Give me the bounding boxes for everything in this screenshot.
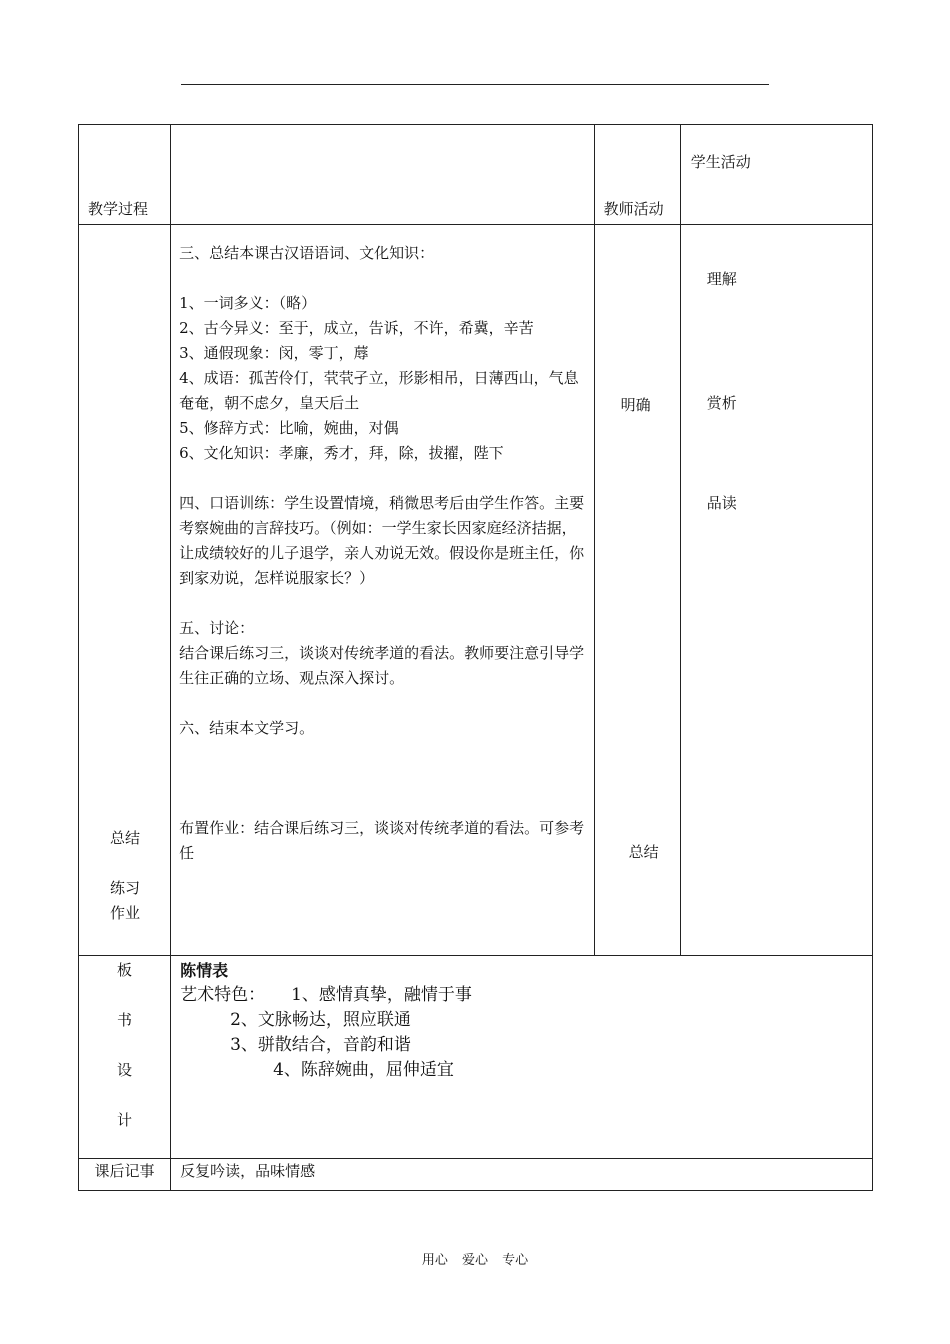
content-line: 六、结束本文学习。 [179,719,315,737]
board-label-char: 书 [117,1011,133,1029]
teacher-activity-cell [594,225,680,956]
content-line: 布置作业：结合课后练习三，谈谈对传统孝道的看法。可参考任 [179,819,585,862]
content-line: 5、修辞方式：比喻，婉曲，对偶 [179,419,399,437]
lesson-plan-table [78,124,873,1191]
board-label-char: 计 [117,1111,133,1129]
board-label-char: 设 [117,1061,133,1079]
content-cell [171,225,595,956]
student-activity-cell [680,225,872,956]
side-label-summary: 总结 [110,829,141,847]
header-rule [181,84,769,85]
content-line: 3、通假现象：闵，零丁，蓐 [179,344,369,362]
content-line: 6、文化知识：孝廉，秀才，拜，除，拔擢，陛下 [179,444,504,462]
content-line: 2、古今异义：至于，成立，告诉，不许，希冀，辛苦 [179,319,534,337]
board-design-content [171,956,873,1159]
board-design-row [79,956,873,1159]
board-design-label [79,956,171,1159]
content-line: 4、成语：孤苦伶仃，茕茕孑立，形影相吊，日薄西山，气息奄奄，朝不虑夕，皇天后土 [179,369,579,412]
content-line: 三、总结本课古汉语语词、文化知识： [179,244,435,262]
notes-label: 课后记事 [79,1159,171,1191]
content-line: 结合课后练习三，谈谈对传统孝道的看法。教师要注意引导学生往正确的立场、观点深入探讨。 [179,644,585,687]
teacher-activity-summary: 总结 [628,843,659,861]
footer-word: 专心 [502,1253,529,1268]
header-process: 教学过程 [79,125,171,225]
content-line: 1、一词多义：（略） [179,294,317,312]
content-line: 四、口语训练：学生设置情境，稍微思考后由学生作答。主要考察婉曲的言辞技巧。（例如：一学生家长因家庭经济拮据，让成绩较好的儿子退学，亲人劝说无效。假设你是班主任，你到家劝说，怎样说服家长？） [179,494,585,587]
student-activity-appreciate: 赏析 [706,394,737,412]
header-student-activity: 学生活动 [680,125,872,225]
board-point: 2、文脉畅达，照应联通 [230,1010,411,1030]
header-content [171,125,595,225]
page-footer [0,1249,950,1268]
student-activity-read: 品读 [706,494,737,512]
footer-word: 爱心 [461,1253,488,1268]
footer-word: 用心 [421,1253,448,1268]
board-title: 陈情表 [180,961,229,980]
header-teacher-activity: 教师活动 [594,125,680,225]
table-main-row [79,225,873,956]
notes-text: 反复吟读，品味情感 [171,1159,873,1191]
teacher-activity-clarify: 明确 [620,396,651,414]
student-activity-understand: 理解 [706,270,737,288]
board-point: 4、陈辞婉曲，屈伸适宜 [273,1060,454,1080]
art-features-label: 艺术特色： [180,985,266,1005]
side-label-practice: 练习 [110,879,141,897]
side-label-homework: 作业 [110,904,141,922]
process-cell [79,225,171,956]
content-line: 五、讨论： [179,619,255,637]
board-label-char: 板 [117,961,133,979]
after-class-notes-row [79,1159,873,1191]
table-header-row [79,125,873,225]
board-point: 3、骈散结合，音韵和谐 [230,1035,411,1055]
board-point: 1、感情真挚，融情于事 [291,985,472,1005]
